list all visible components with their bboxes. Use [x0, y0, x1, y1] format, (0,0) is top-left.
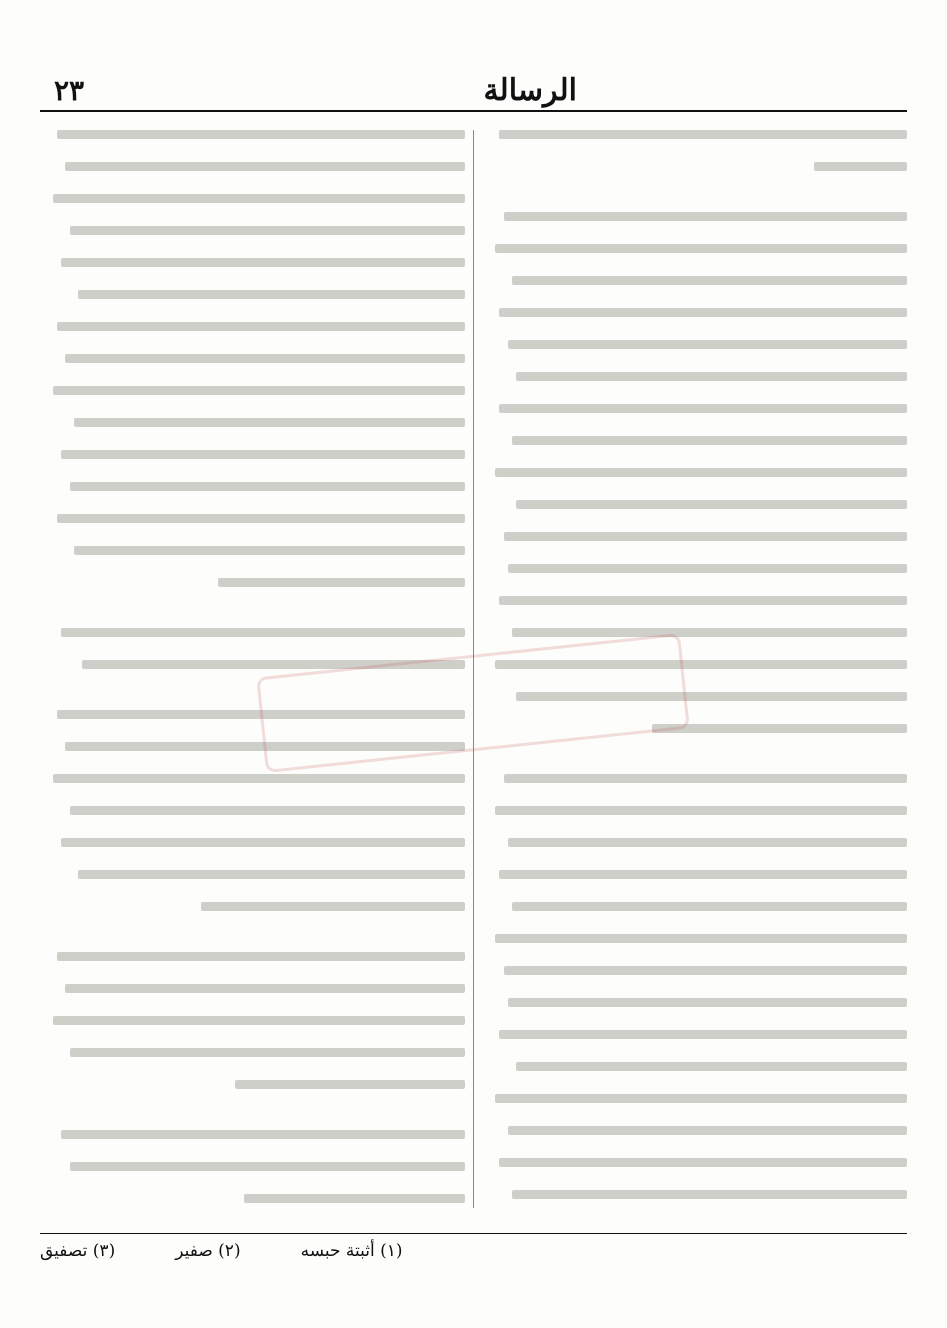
page-number: ٢٣ [54, 73, 85, 107]
page-title: الرسالة [483, 72, 577, 108]
footnote-3: (٣) تصفيق [40, 1241, 116, 1261]
footnote-1: (١) أثبتة حبسه [300, 1241, 403, 1261]
footnote-2: (٢) صفير [175, 1241, 241, 1261]
footnotes [40, 1233, 907, 1268]
page-header [40, 70, 907, 112]
